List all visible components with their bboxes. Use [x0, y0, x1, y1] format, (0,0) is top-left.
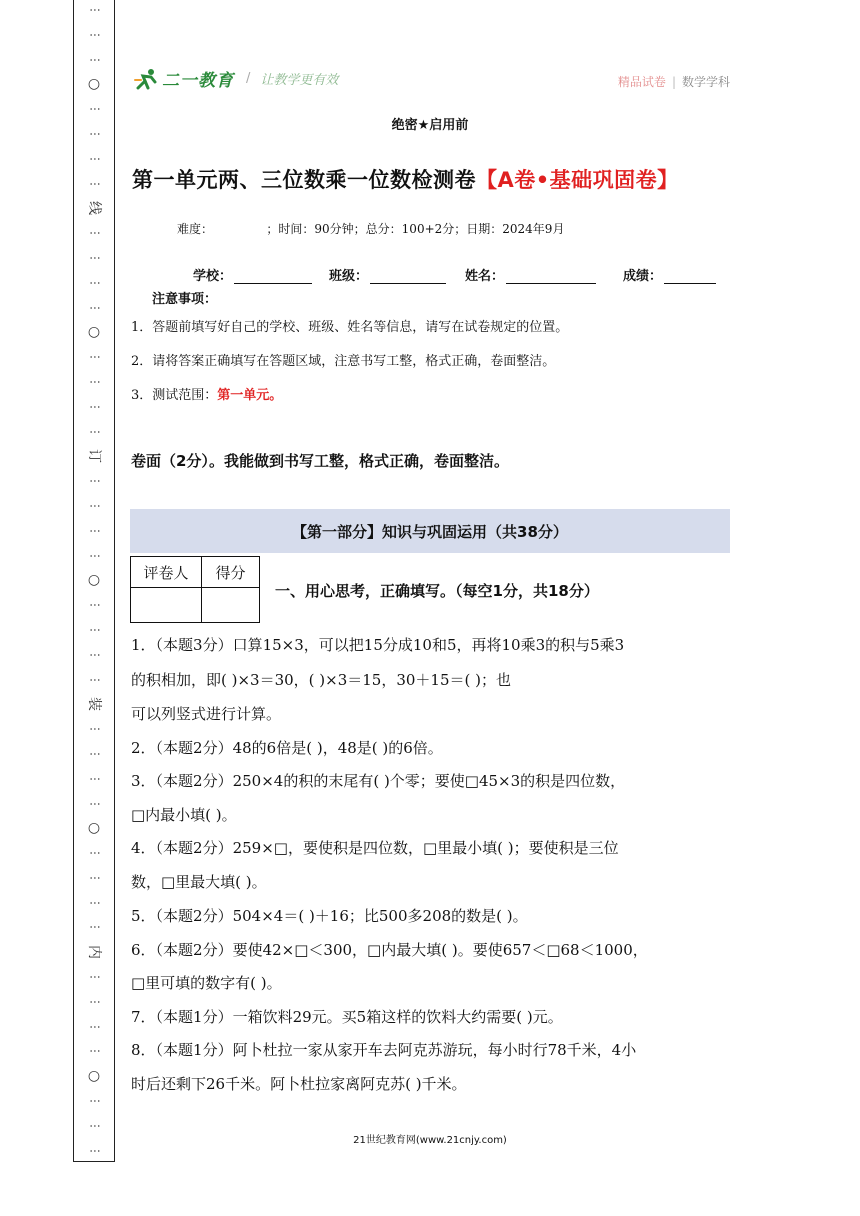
score-cell[interactable] — [202, 588, 260, 623]
note-range-value: 第一单元。 — [217, 388, 283, 403]
header-slash: / — [246, 71, 251, 86]
title-main: 第一单元两、三位数乘一位数检测卷 — [132, 168, 476, 192]
binding-word-line: 线 — [86, 201, 102, 216]
note-item: 2．请将答案正确填写在答题区域，注意书写工整，格式正确，卷面整洁。 — [131, 354, 556, 369]
header-logo — [134, 66, 338, 91]
binding-dots: ⋮ ⋮ ⋮ ○ ⋮ ⋮ ⋮ ⋮ 线 ⋮ ⋮ ⋮ ⋮ ○ ⋮ ⋮ ⋮ ⋮ 订 ⋮ ⋮ ⋮ ⋮ ○ ⋮ ⋮ ⋮ ⋮ 装 ⋮ ⋮ ⋮ ⋮ ○ ⋮ ⋮ ⋮ ⋮ 内 ⋮ ⋮ ⋮ ⋮ ○ ⋮ ⋮ ⋮ — [86, 4, 102, 1157]
question-line: 2．（本题2分）48的6倍是( )，48是( )的6倍。 — [131, 739, 443, 757]
note-item: 1．答题前填写好自己的学校、班级、姓名等信息，请写在试卷规定的位置。 — [131, 320, 569, 335]
score-table — [130, 556, 260, 623]
class-label: 班级： — [329, 269, 369, 284]
question-line: 数，□里最大填( )。 — [131, 873, 267, 891]
header-tag: 精品试卷 — [617, 75, 666, 89]
question-line: 1．（本题3分）口算15×3，可以把15分成10和5，再将10乘3的积与5乘3 — [131, 636, 625, 654]
question-line: 5．（本题2分）504×4＝( )＋16；比500多208的数是( )。 — [131, 907, 528, 925]
part-title-bar — [130, 509, 730, 553]
question-line: 4．（本题2分）259×□，要使积是四位数，□里最小填( )；要使积是三位 — [131, 839, 619, 857]
question-line: 可以列竖式进行计算。 — [131, 705, 282, 723]
score-field[interactable] — [664, 269, 716, 284]
score-label: 成绩： — [623, 269, 663, 284]
school-label: 学校： — [193, 269, 233, 284]
notes-title: 注意事项： — [152, 292, 218, 307]
question-line: □里可填的数字有( )。 — [131, 974, 282, 992]
brand-name: 二一教育 — [162, 71, 234, 91]
confidential-label: 绝密★启用前 — [391, 118, 469, 133]
binding-word-bind: 装 — [86, 697, 102, 712]
header-subject: 数学学科 — [681, 75, 730, 89]
question-line: 3．（本题2分）250×4的积的末尾有( )个零；要使□45×3的积是四位数， — [131, 772, 626, 790]
title-suffix: 【A卷•基础巩固卷】 — [476, 168, 679, 192]
part-title: 【第一部分】知识与巩固运用（共38分） — [292, 522, 568, 541]
exam-meta: 难度： ；时间：90分钟；总分：100+2分；日期：2024年9月 — [177, 222, 565, 236]
question-line: 8．（本题1分）阿卜杜拉一家从家开车去阿克苏游玩，每小时行78千米，4小 — [131, 1041, 637, 1059]
note-range-label: 3．测试范围： — [131, 388, 218, 403]
page-title — [132, 164, 679, 194]
question-line: 7．（本题1分）一箱饮料29元。买5箱这样的饮料大约需要( )元。 — [131, 1008, 563, 1026]
header-right — [618, 73, 730, 90]
question-line: 时后还剩下26千米。阿卜杜拉家离阿克苏( )千米。 — [131, 1075, 467, 1093]
reviewer-cell[interactable] — [131, 588, 202, 623]
footer-source: 21世纪教育网(www.21cnjy.com) — [353, 1135, 507, 1146]
question-line: 的积相加，即( )×3＝30，( )×3＝15，30＋15＝( )；也 — [131, 671, 511, 689]
header-divider: | — [671, 75, 676, 89]
score-header: 得分 — [202, 557, 260, 588]
question-line: 6．（本题2分）要使42×□＜300，□内最大填( )。要使657＜□68＜1000， — [131, 941, 648, 959]
binding-word-staple: 订 — [86, 449, 102, 464]
name-field[interactable] — [506, 269, 596, 284]
name-label: 姓名： — [465, 269, 505, 284]
brand-slogan: 让教学更有效 — [260, 73, 339, 88]
question-line: □内最小填( )。 — [131, 806, 237, 824]
class-field[interactable] — [370, 269, 446, 284]
binding-word-inner: 内 — [86, 945, 102, 960]
section-title: 一、用心思考，正确填写。（每空1分，共18分） — [275, 582, 599, 600]
neatness-statement: 卷面（2分）。我能做到书写工整，格式正确，卷面整洁。 — [131, 452, 509, 470]
school-field[interactable] — [234, 269, 312, 284]
note-item — [131, 384, 282, 403]
binding-margin — [73, 0, 115, 1162]
runner-logo-icon — [134, 68, 160, 90]
reviewer-header: 评卷人 — [131, 557, 202, 588]
